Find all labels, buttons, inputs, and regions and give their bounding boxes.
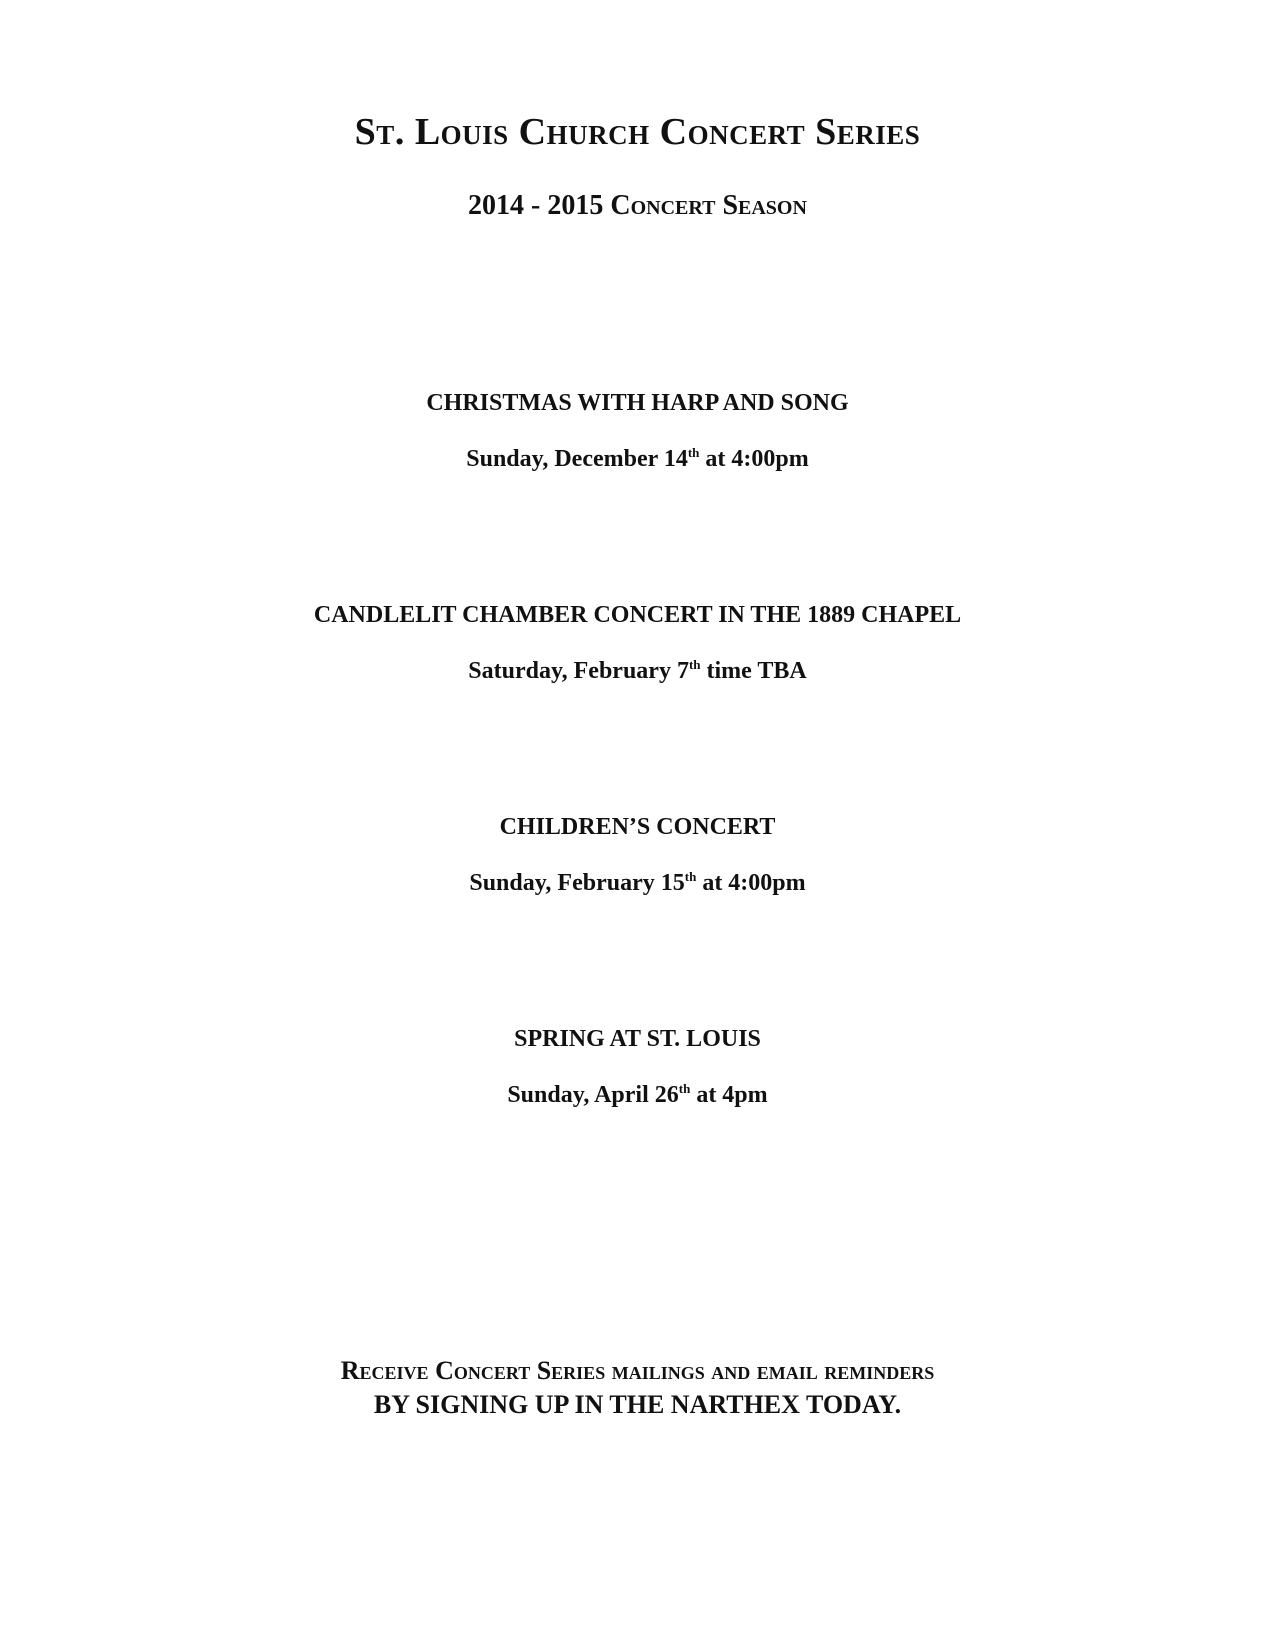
footer-line-2: BY SIGNING UP IN THE NARTHEX TODAY. [373,1390,902,1419]
event-date: Saturday, February 7th time TBA [468,657,807,684]
event-date: Sunday, December 14th at 4:00pm [466,445,809,472]
footer-line-1: Receive Concert Series mailings and email reminders [340,1356,935,1385]
event-name: CHILDREN’S CONCERT [499,814,776,840]
event-date: Sunday, February 15th at 4:00pm [469,869,806,896]
document-subtitle: 2014 - 2015 Concert Season [468,190,807,221]
event-name: CANDLELIT CHAMBER CONCERT IN THE 1889 CHAPEL [313,602,962,628]
event-date: Sunday, April 26th at 4pm [507,1081,768,1108]
document-title: St. Louis Church Concert Series [354,111,921,153]
event-name: CHRISTMAS WITH HARP AND SONG [426,390,849,416]
event-name: SPRING AT ST. LOUIS [514,1026,761,1052]
